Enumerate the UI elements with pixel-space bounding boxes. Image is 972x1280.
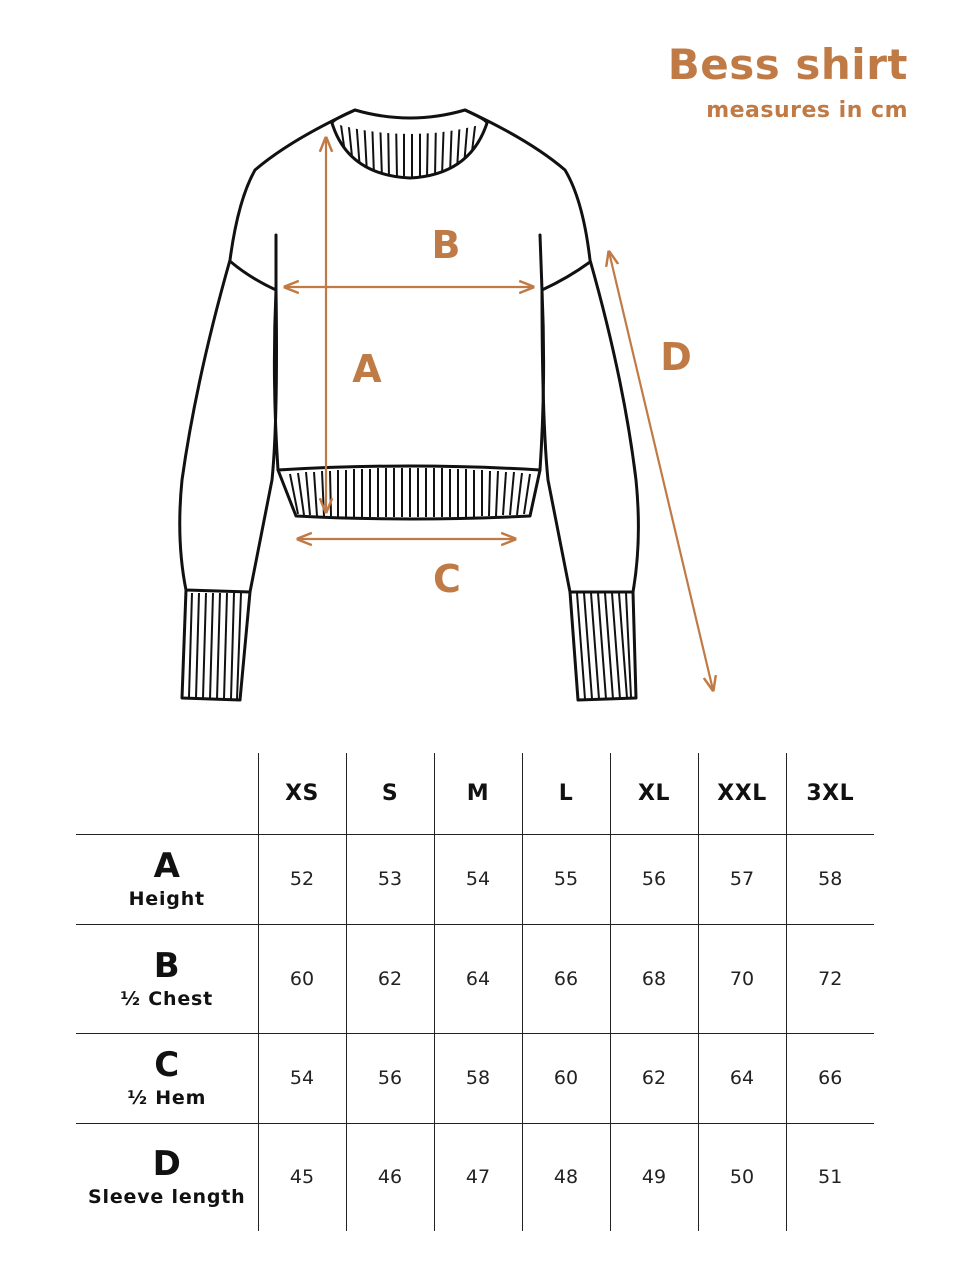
size-m: M [434, 753, 522, 834]
label-d: D [660, 335, 692, 379]
row-label [76, 924, 258, 1033]
table-cell: 66 [786, 1033, 874, 1123]
right-cuff-ribs [577, 593, 631, 699]
product-title: Bess shirt [667, 40, 908, 89]
table-cell: 51 [786, 1123, 874, 1231]
table-cell: 46 [346, 1123, 434, 1231]
table-cell: 66 [522, 924, 610, 1033]
table-cell: 57 [698, 834, 786, 924]
row-label [76, 1033, 258, 1123]
table-row [76, 834, 874, 924]
table-cell: 50 [698, 1123, 786, 1231]
table-cell: 54 [434, 834, 522, 924]
row-letter: C [154, 1045, 180, 1085]
table-cell: 47 [434, 1123, 522, 1231]
row-name: ½ Chest [120, 987, 214, 1010]
size-chart-table [76, 753, 874, 1231]
row-name: ½ Hem [127, 1087, 207, 1109]
measure-arrows [285, 138, 713, 690]
row-letter: B [153, 945, 180, 986]
table-row [76, 924, 874, 1033]
table-row [76, 1033, 874, 1123]
label-b: B [431, 223, 461, 267]
table-cell: 62 [610, 1033, 698, 1123]
size-s: S [346, 753, 434, 834]
size-l: L [522, 753, 610, 834]
size-3xl: 3XL [786, 753, 874, 834]
collar-ribs [340, 118, 476, 178]
sweater-outline [180, 110, 639, 700]
label-c: C [433, 557, 461, 601]
table-cell: 64 [434, 924, 522, 1033]
table-cell: 56 [346, 1033, 434, 1123]
table-cell: 52 [258, 834, 346, 924]
table-cell: 72 [786, 924, 874, 1033]
row-letter: A [153, 846, 180, 886]
table-cell: 58 [434, 1033, 522, 1123]
left-sleeve [180, 110, 355, 592]
table-cell: 45 [258, 1123, 346, 1231]
units-subtitle: measures in cm [706, 98, 908, 123]
rib-lines [189, 118, 631, 699]
table-cell: 62 [346, 924, 434, 1033]
right-armhole-seam [542, 262, 590, 290]
left-armhole-seam [231, 262, 276, 290]
size-header-row [76, 753, 874, 834]
table-cell: 60 [258, 924, 346, 1033]
row-name: Sleeve length [88, 1186, 246, 1209]
size-xl: XL [610, 753, 698, 834]
table-row [76, 1123, 874, 1231]
corner-cell [76, 753, 258, 834]
row-name: Height [128, 888, 205, 910]
neckline-outer [332, 110, 487, 178]
arrow-d [609, 252, 713, 690]
table-cell: 53 [346, 834, 434, 924]
table-cell: 54 [258, 1033, 346, 1123]
label-a: A [352, 347, 382, 391]
left-cuff-ribs [189, 593, 241, 699]
table-cell: 70 [698, 924, 786, 1033]
table-cell: 64 [698, 1033, 786, 1123]
neckline-inner [355, 110, 465, 118]
size-xxl: XXL [698, 753, 786, 834]
right-sleeve [465, 110, 638, 592]
table-cell: 58 [786, 834, 874, 924]
table-cell: 68 [610, 924, 698, 1033]
size-xs: XS [258, 753, 346, 834]
table-cell: 55 [522, 834, 610, 924]
row-label [76, 1123, 258, 1231]
row-letter: D [152, 1144, 181, 1185]
table-cell: 49 [610, 1123, 698, 1231]
row-label [76, 834, 258, 924]
table-cell: 56 [610, 834, 698, 924]
table-cell: 60 [522, 1033, 610, 1123]
table-cell: 48 [522, 1123, 610, 1231]
